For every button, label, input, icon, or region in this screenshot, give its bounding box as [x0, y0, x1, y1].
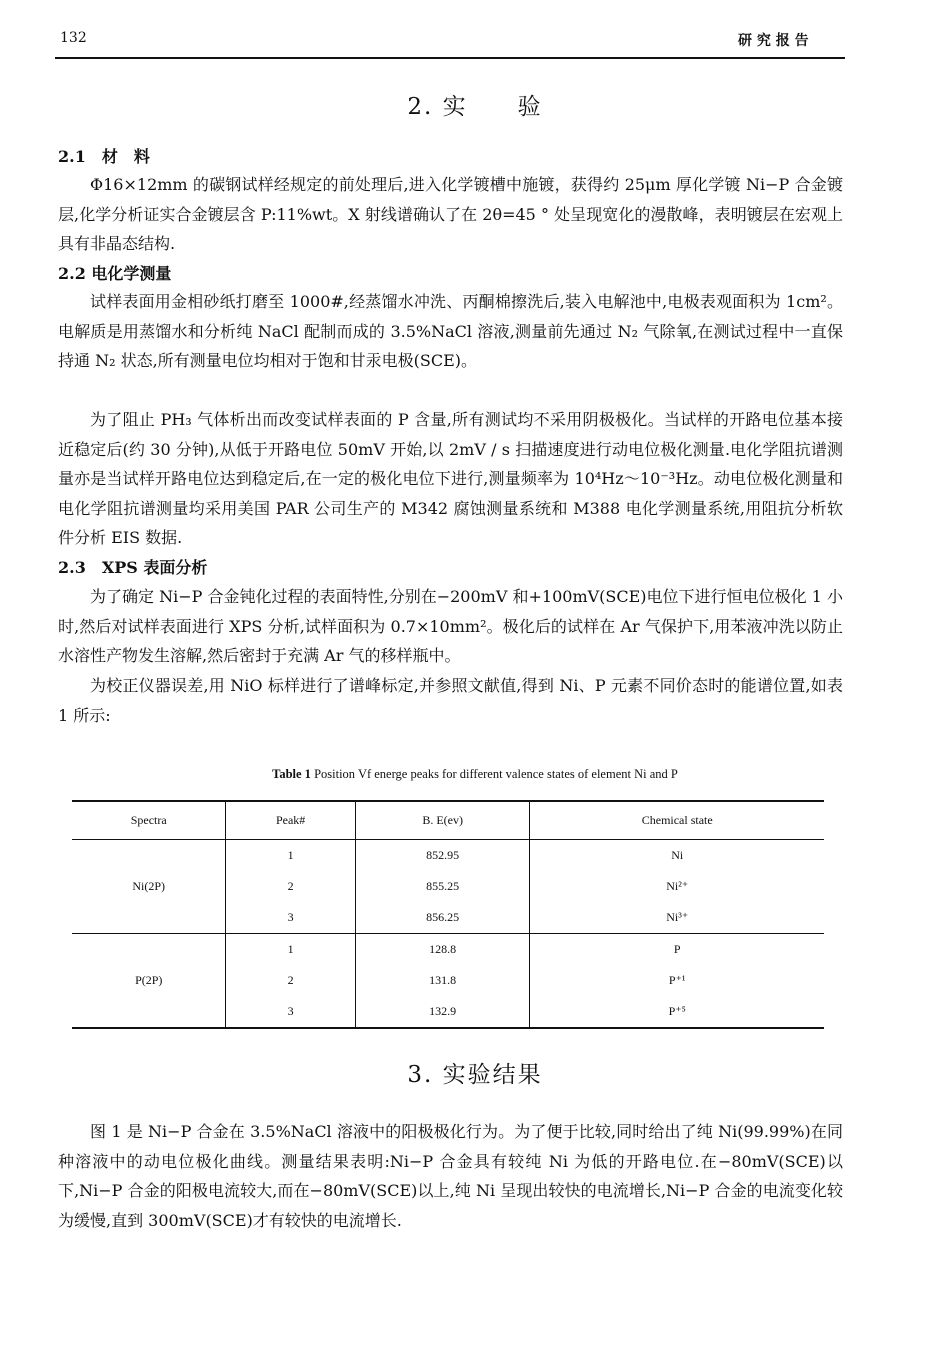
paragraph: 图 1 是 Ni−P 合金在 3.5%NaCl 溶液中的阳极极化行为。为了便于比较,同时给出了纯 Ni(99.99%)在同种溶液中的动电位极化曲线。测量结果表明:Ni−P 合金具有较纯 Ni 为低的开路电位.在−80mV(SCE)以下,Ni−P 合金的阳极电流较大,而在−80mV(SCE)以上,纯 Ni 呈现出较快的电流增长,Ni−P 合金的电流变化较为缓慢,直到 300mV(SCE)才有较快的电流增长.	[58, 1122, 843, 1230]
cell: 3	[226, 996, 355, 1028]
paragraph: 为了阻止 PH₃ 气体析出而改变试样表面的 P 含量,所有测试均不采用阴极极化。当试样的开路电位基本接近稳定后(约 30 分钟),从低于开路电位 50mV 开始,以 2mV / s 扫描速度进行动电位极化测量.电化学阻抗谱测量亦是当试样开路电位达到稳定后,在一定的极化电位下进行,测量频率为 10⁴Hz～10⁻³Hz。动电位极化测量和电化学阻抗谱测量均采用美国 PAR 公司生产的 M342 腐蚀测量系统和 M388 电化学测量系统,用阻抗分析软件分析 EIS 数据.	[58, 410, 843, 547]
cell: 852.95	[355, 840, 530, 872]
spectra-cell: Ni(2P)	[72, 840, 226, 934]
cell: Ni²⁺	[530, 871, 824, 902]
col-header: B. E(ev)	[355, 801, 530, 840]
header-rule	[55, 57, 845, 59]
cell: 132.9	[355, 996, 530, 1028]
table-caption	[0, 767, 950, 782]
xps-peak-table	[72, 800, 824, 1029]
cell: 1	[226, 934, 355, 966]
spectra-cell: P(2P)	[135, 973, 163, 987]
caption-text: Position Vf energe peaks for different valence states of element Ni and P	[310, 767, 678, 781]
cell: 856.25	[355, 902, 530, 934]
cell: 128.8	[355, 934, 530, 966]
section-3-title: 3. 实验结果	[407, 1062, 543, 1088]
col-header: Chemical state	[530, 801, 824, 840]
cell: P⁺⁵	[530, 996, 824, 1028]
table-label: Table 1	[272, 767, 311, 781]
section-2-title: 2. 实 验	[407, 94, 543, 120]
subsection-2-1-heading: 2.1 材 料	[58, 147, 150, 166]
table-row	[72, 934, 824, 966]
paragraph: Φ16×12mm 的碳钢试样经规定的前处理后,进入化学镀槽中施镀，获得约 25μm 厚化学镀 Ni−P 合金镀层,化学分析证实合金镀层含 P:11%wt。X 射线谱确认了在 2θ=45 ° 处呈现宽化的漫散峰，表明镀层在宏观上具有非晶态结构.	[58, 175, 843, 253]
col-header: Peak#	[226, 801, 355, 840]
cell: 2	[226, 965, 355, 996]
page-number: 132	[60, 30, 87, 46]
subsection-2-3-heading: 2.3 XPS 表面分析	[58, 558, 208, 577]
cell: P⁺¹	[530, 965, 824, 996]
cell: P	[530, 934, 824, 966]
cell: 131.8	[355, 965, 530, 996]
subsection-2-2-heading: 2.2 电化学测量	[58, 264, 172, 283]
cell: Ni	[530, 840, 824, 872]
cell: 855.25	[355, 871, 530, 902]
cell: 1	[226, 840, 355, 872]
paragraph: 为了确定 Ni−P 合金钝化过程的表面特性,分别在−200mV 和+100mV(SCE)电位下进行恒电位极化 1 小时,然后对试样表面进行 XPS 分析,试样面积为 0.7×10mm²。极化后的试样在 Ar 气保护下,用苯液冲洗以防止水溶性产物发生溶解,然后密封于充满 Ar 气的移样瓶中。	[58, 587, 843, 665]
cell: 2	[226, 871, 355, 902]
table-row	[72, 840, 824, 872]
journal-section: 研 究 报 告	[738, 33, 809, 49]
cell: 3	[226, 902, 355, 934]
cell: Ni³⁺	[530, 902, 824, 934]
paragraph: 为校正仪器误差,用 NiO 标样进行了谱峰标定,并参照文献值,得到 Ni、P 元素不同价态时的能谱位置,如表 1 所示:	[58, 676, 843, 725]
col-header: Spectra	[72, 801, 226, 840]
paragraph: 试样表面用金相砂纸打磨至 1000#,经蒸馏水冲洗、丙酮棉擦洗后,装入电解池中,电极表观面积为 1cm²。电解质是用蒸馏水和分析纯 NaCl 配制而成的 3.5%NaCl 溶液,测量前先通过 N₂ 气除氧,在测试过程中一直保持通 N₂ 状态,所有测量电位均相对于饱和甘汞电极(SCE)。	[58, 292, 843, 370]
